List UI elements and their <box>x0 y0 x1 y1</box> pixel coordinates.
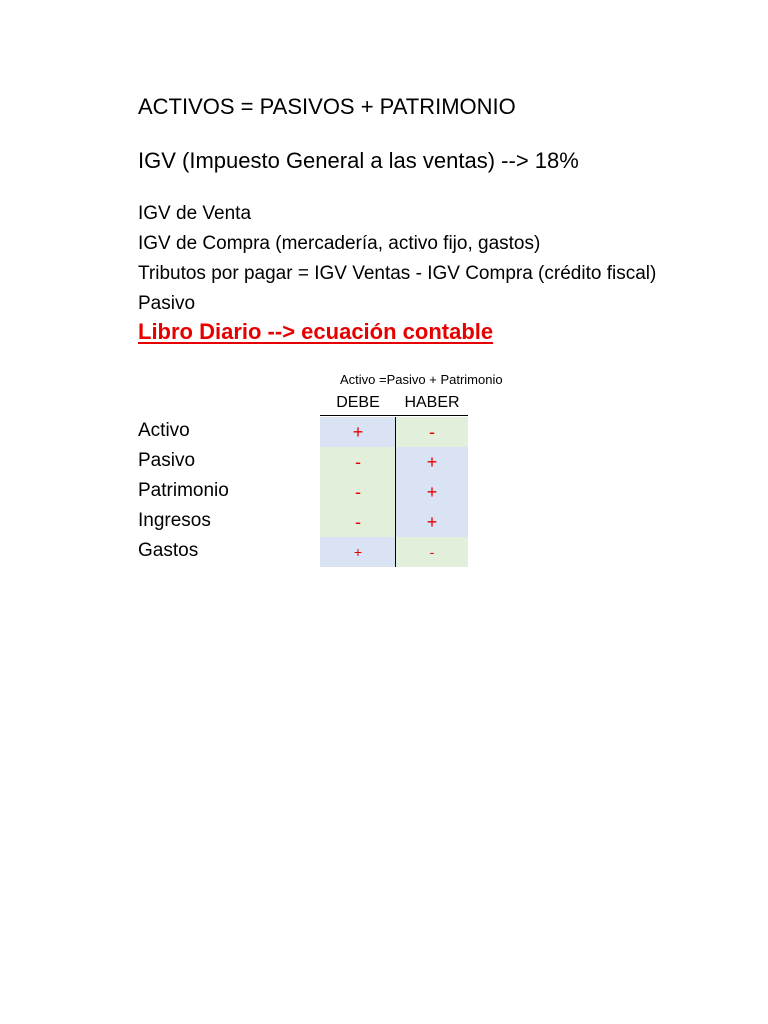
debe-cell-gastos: + <box>320 537 396 567</box>
debe-cell-patrimonio: - <box>320 477 396 507</box>
column-header-debe: DEBE <box>336 394 380 411</box>
accounting-equation: ACTIVOS = PASIVOS + PATRIMONIO <box>138 94 516 119</box>
haber-cell-patrimonio: + <box>396 477 468 507</box>
row-label-activo: Activo <box>138 420 190 441</box>
haber-cell-pasivo: + <box>396 447 468 477</box>
row-label-ingresos: Ingresos <box>138 510 211 531</box>
note-line: Tributos por pagar = IGV Ventas - IGV Compra (crédito fiscal) <box>138 263 657 284</box>
haber-cell-gastos: - <box>396 537 468 567</box>
row-label-pasivo: Pasivo <box>138 450 196 471</box>
table-caption: Activo =Pasivo + Patrimonio <box>340 372 503 387</box>
column-divider <box>395 417 396 567</box>
section-heading: Libro Diario --> ecuación contable <box>138 319 494 344</box>
header-rule <box>320 415 468 416</box>
haber-cell-ingresos: + <box>396 507 468 537</box>
column-header-haber: HABER <box>404 394 460 411</box>
debe-cell-activo: + <box>320 417 396 447</box>
debe-cell-ingresos: - <box>320 507 396 537</box>
row-label-patrimonio: Patrimonio <box>138 480 229 501</box>
note-line: Pasivo <box>138 293 196 314</box>
note-line: IGV de Compra (mercadería, activo fijo, gastos) <box>138 233 541 254</box>
igv-notes <box>138 199 656 319</box>
row-label-gastos: Gastos <box>138 540 199 561</box>
igv-definition: IGV (Impuesto General a las ventas) --> 18% <box>138 148 579 173</box>
note-line: IGV de Venta <box>138 203 252 224</box>
haber-cell-activo: - <box>396 417 468 447</box>
debe-cell-pasivo: - <box>320 447 396 477</box>
